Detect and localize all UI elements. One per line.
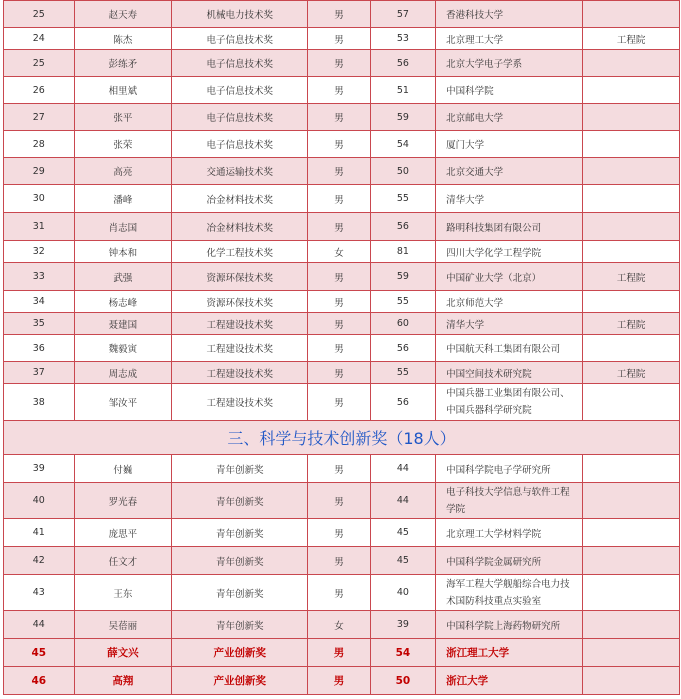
academy-member-cell: 工程院 xyxy=(583,313,680,335)
age-cell: 45 xyxy=(370,547,435,575)
winner-name-cell: 张荣 xyxy=(74,131,172,158)
table-row xyxy=(4,667,680,695)
age-cell: 54 xyxy=(370,131,435,158)
age-cell: 56 xyxy=(370,384,435,421)
table-row xyxy=(4,28,680,50)
award-category-cell: 电子信息技术奖 xyxy=(172,28,308,50)
academy-member-cell xyxy=(583,547,680,575)
winner-name-cell: 相里斌 xyxy=(74,77,172,104)
award-category-cell: 电子信息技术奖 xyxy=(172,131,308,158)
award-category-cell: 工程建设技术奖 xyxy=(172,335,308,362)
table-row xyxy=(4,104,680,131)
age-cell: 53 xyxy=(370,28,435,50)
table-row xyxy=(4,384,680,421)
winner-name-cell: 罗光春 xyxy=(74,483,172,519)
gender-cell: 男 xyxy=(308,547,370,575)
gender-cell: 男 xyxy=(308,263,370,291)
work-unit-cell: 清华大学 xyxy=(436,185,583,213)
table-row xyxy=(4,455,680,483)
row-number-cell: 26 xyxy=(4,77,75,104)
work-unit-cell: 四川大学化学工程学院 xyxy=(436,241,583,263)
row-number-cell: 44 xyxy=(4,611,75,639)
age-cell: 44 xyxy=(370,455,435,483)
table-row xyxy=(4,639,680,667)
section-header-row xyxy=(4,421,680,455)
winner-name-cell: 邹汝平 xyxy=(74,384,172,421)
work-unit-cell: 中国科学院 xyxy=(436,77,583,104)
academy-member-cell: 工程院 xyxy=(583,362,680,384)
gender-cell: 男 xyxy=(308,158,370,185)
winner-name-cell: 赵天寿 xyxy=(74,1,172,28)
age-cell: 55 xyxy=(370,185,435,213)
work-unit-cell: 中国科学院金属研究所 xyxy=(436,547,583,575)
award-category-cell: 交通运输技术奖 xyxy=(172,158,308,185)
row-number-cell: 25 xyxy=(4,1,75,28)
winner-name-cell: 钟本和 xyxy=(74,241,172,263)
gender-cell: 男 xyxy=(308,313,370,335)
row-number-cell: 42 xyxy=(4,547,75,575)
work-unit-cell: 北京大学电子学系 xyxy=(436,50,583,77)
age-cell: 59 xyxy=(370,263,435,291)
table-row xyxy=(4,241,680,263)
academy-member-cell xyxy=(583,104,680,131)
row-number-cell: 34 xyxy=(4,291,75,313)
section-title: 三、科学与技术创新奖（18人） xyxy=(4,421,680,455)
work-unit-cell: 北京交通大学 xyxy=(436,158,583,185)
gender-cell: 男 xyxy=(308,335,370,362)
row-number-cell: 35 xyxy=(4,313,75,335)
award-category-cell: 青年创新奖 xyxy=(172,455,308,483)
academy-member-cell xyxy=(583,241,680,263)
award-category-cell: 冶金材料技术奖 xyxy=(172,213,308,241)
award-category-cell: 资源环保技术奖 xyxy=(172,263,308,291)
winner-name-cell: 肖志国 xyxy=(74,213,172,241)
gender-cell: 男 xyxy=(308,50,370,77)
age-cell: 50 xyxy=(370,158,435,185)
gender-cell: 男 xyxy=(308,362,370,384)
age-cell: 51 xyxy=(370,77,435,104)
gender-cell: 男 xyxy=(308,384,370,421)
gender-cell: 男 xyxy=(308,77,370,104)
academy-member-cell xyxy=(583,185,680,213)
winner-name-cell: 吴蓓丽 xyxy=(74,611,172,639)
row-number-cell: 41 xyxy=(4,519,75,547)
age-cell: 55 xyxy=(370,362,435,384)
winner-name-cell: 聂建国 xyxy=(74,313,172,335)
winner-name-cell: 彭练矛 xyxy=(74,50,172,77)
gender-cell: 女 xyxy=(308,611,370,639)
age-cell: 57 xyxy=(370,1,435,28)
work-unit-cell: 浙江理工大学 xyxy=(436,639,583,667)
gender-cell: 男 xyxy=(308,667,370,695)
academy-member-cell xyxy=(583,611,680,639)
age-cell: 44 xyxy=(370,483,435,519)
academy-member-cell xyxy=(583,291,680,313)
award-category-cell: 青年创新奖 xyxy=(172,483,308,519)
academy-member-cell xyxy=(583,1,680,28)
table-row xyxy=(4,1,680,28)
row-number-cell: 37 xyxy=(4,362,75,384)
winner-name-cell: 庞思平 xyxy=(74,519,172,547)
winner-name-cell: 高亮 xyxy=(74,158,172,185)
row-number-cell: 28 xyxy=(4,131,75,158)
award-category-cell: 青年创新奖 xyxy=(172,611,308,639)
row-number-cell: 33 xyxy=(4,263,75,291)
table-row xyxy=(4,50,680,77)
academy-member-cell xyxy=(583,335,680,362)
row-number-cell: 24 xyxy=(4,28,75,50)
work-unit-cell: 北京师范大学 xyxy=(436,291,583,313)
gender-cell: 男 xyxy=(308,104,370,131)
academy-member-cell xyxy=(583,131,680,158)
table-row xyxy=(4,131,680,158)
table-row xyxy=(4,547,680,575)
work-unit-cell: 北京理工大学材料学院 xyxy=(436,519,583,547)
award-category-cell: 电子信息技术奖 xyxy=(172,50,308,77)
age-cell: 56 xyxy=(370,335,435,362)
academy-member-cell xyxy=(583,50,680,77)
academy-member-cell xyxy=(583,455,680,483)
gender-cell: 男 xyxy=(308,291,370,313)
academy-member-cell xyxy=(583,483,680,519)
work-unit-cell: 路明科技集团有限公司 xyxy=(436,213,583,241)
gender-cell: 女 xyxy=(308,241,370,263)
row-number-cell: 25 xyxy=(4,50,75,77)
gender-cell: 男 xyxy=(308,28,370,50)
table-row xyxy=(4,77,680,104)
age-cell: 40 xyxy=(370,575,435,611)
winner-name-cell: 武强 xyxy=(74,263,172,291)
work-unit-cell: 清华大学 xyxy=(436,313,583,335)
award-table-body xyxy=(4,1,680,695)
row-number-cell: 39 xyxy=(4,455,75,483)
winner-name-cell: 薛文兴 xyxy=(74,639,172,667)
work-unit-cell: 海军工程大学舰船综合电力技术国防科技重点实验室 xyxy=(436,575,583,611)
row-number-cell: 43 xyxy=(4,575,75,611)
row-number-cell: 29 xyxy=(4,158,75,185)
academy-member-cell: 工程院 xyxy=(583,263,680,291)
gender-cell: 男 xyxy=(308,483,370,519)
academy-member-cell xyxy=(583,158,680,185)
academy-member-cell: 工程院 xyxy=(583,28,680,50)
table-row xyxy=(4,362,680,384)
winner-name-cell: 周志成 xyxy=(74,362,172,384)
work-unit-cell: 北京理工大学 xyxy=(436,28,583,50)
age-cell: 54 xyxy=(370,639,435,667)
award-category-cell: 青年创新奖 xyxy=(172,547,308,575)
row-number-cell: 40 xyxy=(4,483,75,519)
table-row xyxy=(4,519,680,547)
age-cell: 81 xyxy=(370,241,435,263)
work-unit-cell: 中国航天科工集团有限公司 xyxy=(436,335,583,362)
age-cell: 55 xyxy=(370,291,435,313)
row-number-cell: 38 xyxy=(4,384,75,421)
gender-cell: 男 xyxy=(308,213,370,241)
award-category-cell: 工程建设技术奖 xyxy=(172,384,308,421)
row-number-cell: 45 xyxy=(4,639,75,667)
row-number-cell: 31 xyxy=(4,213,75,241)
award-category-cell: 电子信息技术奖 xyxy=(172,77,308,104)
table-row xyxy=(4,158,680,185)
academy-member-cell xyxy=(583,384,680,421)
table-row xyxy=(4,483,680,519)
winner-name-cell: 任文才 xyxy=(74,547,172,575)
table-row xyxy=(4,335,680,362)
academy-member-cell xyxy=(583,575,680,611)
work-unit-cell: 中国矿业大学（北京） xyxy=(436,263,583,291)
table-row xyxy=(4,185,680,213)
gender-cell: 男 xyxy=(308,455,370,483)
gender-cell: 男 xyxy=(308,575,370,611)
work-unit-cell: 中国科学院电子学研究所 xyxy=(436,455,583,483)
work-unit-cell: 中国空间技术研究院 xyxy=(436,362,583,384)
award-table xyxy=(3,0,680,695)
gender-cell: 男 xyxy=(308,131,370,158)
award-category-cell: 工程建设技术奖 xyxy=(172,362,308,384)
award-category-cell: 产业创新奖 xyxy=(172,639,308,667)
award-category-cell: 冶金材料技术奖 xyxy=(172,185,308,213)
row-number-cell: 36 xyxy=(4,335,75,362)
row-number-cell: 27 xyxy=(4,104,75,131)
work-unit-cell: 北京邮电大学 xyxy=(436,104,583,131)
academy-member-cell xyxy=(583,639,680,667)
table-row xyxy=(4,611,680,639)
age-cell: 59 xyxy=(370,104,435,131)
award-category-cell: 机械电力技术奖 xyxy=(172,1,308,28)
winner-name-cell: 陈杰 xyxy=(74,28,172,50)
winner-name-cell: 王东 xyxy=(74,575,172,611)
work-unit-cell: 中国兵器工业集团有限公司、中国兵器科学研究院 xyxy=(436,384,583,421)
work-unit-cell: 浙江大学 xyxy=(436,667,583,695)
table-row xyxy=(4,291,680,313)
academy-member-cell xyxy=(583,77,680,104)
winner-name-cell: 高翔 xyxy=(74,667,172,695)
table-row xyxy=(4,575,680,611)
age-cell: 56 xyxy=(370,50,435,77)
age-cell: 50 xyxy=(370,667,435,695)
work-unit-cell: 电子科技大学信息与软件工程学院 xyxy=(436,483,583,519)
gender-cell: 男 xyxy=(308,639,370,667)
row-number-cell: 30 xyxy=(4,185,75,213)
award-category-cell: 产业创新奖 xyxy=(172,667,308,695)
table-row xyxy=(4,263,680,291)
row-number-cell: 32 xyxy=(4,241,75,263)
age-cell: 56 xyxy=(370,213,435,241)
award-category-cell: 资源环保技术奖 xyxy=(172,291,308,313)
academy-member-cell xyxy=(583,213,680,241)
award-category-cell: 青年创新奖 xyxy=(172,575,308,611)
award-category-cell: 工程建设技术奖 xyxy=(172,313,308,335)
award-category-cell: 化学工程技术奖 xyxy=(172,241,308,263)
award-category-cell: 电子信息技术奖 xyxy=(172,104,308,131)
work-unit-cell: 中国科学院上海药物研究所 xyxy=(436,611,583,639)
academy-member-cell xyxy=(583,667,680,695)
age-cell: 45 xyxy=(370,519,435,547)
gender-cell: 男 xyxy=(308,519,370,547)
winner-name-cell: 魏毅寅 xyxy=(74,335,172,362)
winner-name-cell: 付巍 xyxy=(74,455,172,483)
winner-name-cell: 张平 xyxy=(74,104,172,131)
award-category-cell: 青年创新奖 xyxy=(172,519,308,547)
age-cell: 60 xyxy=(370,313,435,335)
gender-cell: 男 xyxy=(308,1,370,28)
age-cell: 39 xyxy=(370,611,435,639)
winner-name-cell: 潘峰 xyxy=(74,185,172,213)
work-unit-cell: 香港科技大学 xyxy=(436,1,583,28)
work-unit-cell: 厦门大学 xyxy=(436,131,583,158)
table-row xyxy=(4,313,680,335)
gender-cell: 男 xyxy=(308,185,370,213)
table-row xyxy=(4,213,680,241)
academy-member-cell xyxy=(583,519,680,547)
winner-name-cell: 杨志峰 xyxy=(74,291,172,313)
row-number-cell: 46 xyxy=(4,667,75,695)
